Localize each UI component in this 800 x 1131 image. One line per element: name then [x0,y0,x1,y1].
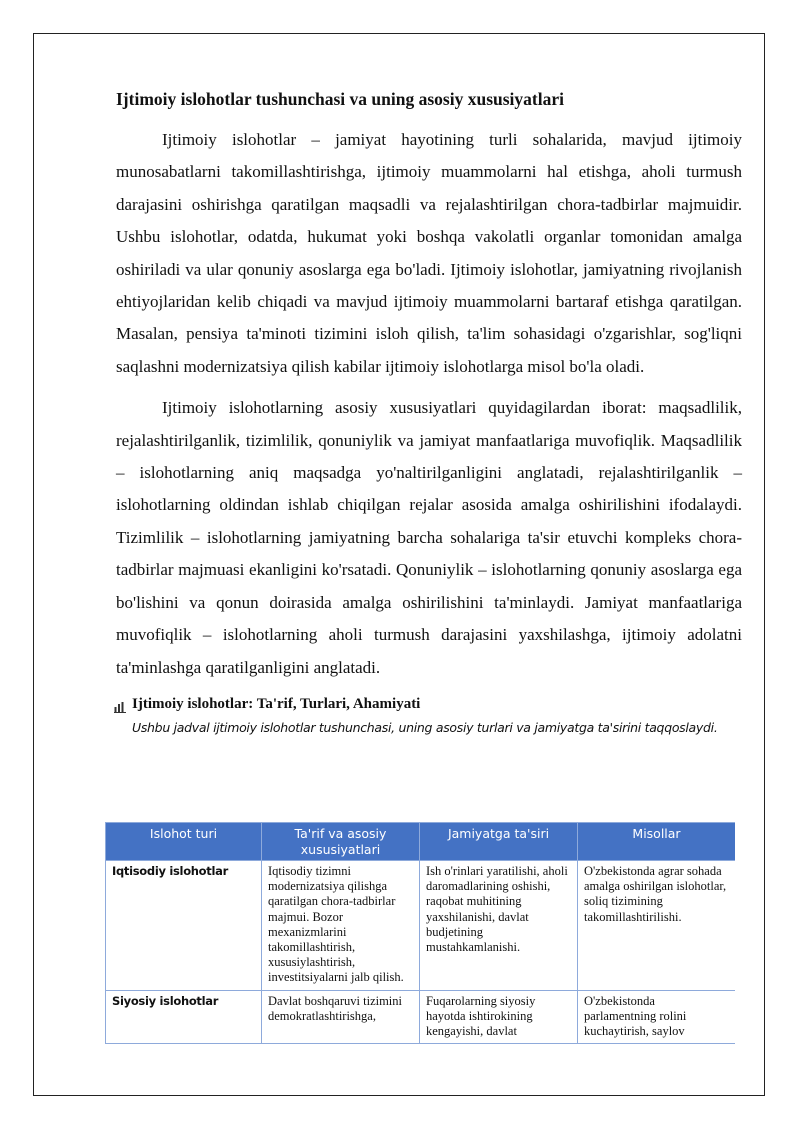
paragraph-2: Ijtimoiy islohotlarning asosiy xususiyatlari quyidagilardan iborat: maqsadlilik, rejalashtirilganlik, tizimlilik, qonuniylik va jamiyat manfaatlariga muvofiqlik. Maqsadlilik – islohotlarning aniq maqsadga yo'naltirilganligini anglatadi, rejalashtirilganlik – islohotlarning oldindan ishlab chiqilgan rejalar asosida amalga oshirilishini ifodalaydi. Tizimlilik – islohotlarning jamiyatning barcha sohalariga ta'sir etuvchi kompleks chora-tadbirlar majmuasi ekanligini ko'rsatadi. Qonuniylik – islohotlarning qonuniy asoslarga ega bo'lishini va qonun doirasida amalga oshirilishini ta'minlaydi. Jamiyat manfaatlariga muvofiqlik – islohotlarning aholi turmush darajasini yaxshilashga, ijtimoiy adolatni ta'minlashga qaratilganligini anglatadi. [116,398,742,677]
table-caption: Ushbu jadval ijtimoiy islohotlar tushunchasi, uning asosiy turlari va jamiyatga ta'sirini taqqoslaydi. [132,719,718,735]
header-definition: Ta'rif va asosiy xususiyatlari [262,823,420,861]
table-heading [114,693,742,715]
cell-examples: O'zbekistonda agrar sohada amalga oshirilgan islohotlar, soliq tizimining takomillashtirilishi. [578,861,736,991]
document-body [116,84,742,737]
table-heading-text: Ijtimoiy islohotlar: Ta'rif, Turlari, Ahamiyati [132,695,421,712]
header-impact: Jamiyatga ta'siri [420,823,578,861]
cell-definition: Davlat boshqaruvi tizimini demokratlashtirishga, [262,990,420,1044]
cell-impact: Fuqarolarning siyosiy hayotda ishtirokining kengayishi, davlat [420,990,578,1044]
header-examples: Misollar [578,823,736,861]
reforms-table [105,822,735,1044]
paragraph-1: Ijtimoiy islohotlar – jamiyat hayotining turli sohalarida, mavjud ijtimoiy munosabatlarni takomillashtirishga, ijtimoiy muammolarni hal etishga, aholi turmush darajasini oshirishga qaratilgan maqsadli va rejalashtirilgan chora-tadbirlar majmuidir. Ushbu islohotlar, odatda, hukumat yoki boshqa vakolatli organlar tomonidan amalga oshiriladi va ular qonuniy asoslarga ega bo'ladi. Ijtimoiy islohotlar, jamiyatning rivojlanish ehtiyojlaridan kelib chiqadi va mavjud ijtimoiy muammolarni bartaraf etishga qaratilgan. Masalan, pensiya ta'minoti tizimini isloh qilish, ta'lim sohasidagi o'zgarishlar, sog'liqni saqlashni modernizatsiya qilish kabilar ijtimoiy islohotlarga misol bo'la oladi. [116,130,742,376]
table-row [106,990,736,1044]
header-reform-type: Islohot turi [106,823,262,861]
cell-reform-type: Siyosiy islohotlar [106,990,262,1044]
bar-chart-icon [114,698,126,710]
table-row [106,861,736,991]
cell-impact: Ish o'rinlari yaratilishi, aholi daromadlarining oshishi, raqobat muhitining yaxshilanishi, davlat budjetining mustahkamlanishi. [420,861,578,991]
table-header-row [106,823,736,861]
cell-definition: Iqtisodiy tizimni modernizatsiya qilishga qaratilgan chora-tadbirlar majmui. Bozor mexanizmlarini takomillashtirish, xususiylashtirish, investitsiyalarni jalb qilish. [262,861,420,991]
cell-reform-type: Iqtisodiy islohotlar [106,861,262,991]
table-container [105,822,735,1052]
document-title: Ijtimoiy islohotlar tushunchasi va uning asosiy xususiyatlari [116,89,564,109]
cell-examples: O'zbekistonda parlamentning rolini kuchaytirish, saylov [578,990,736,1044]
